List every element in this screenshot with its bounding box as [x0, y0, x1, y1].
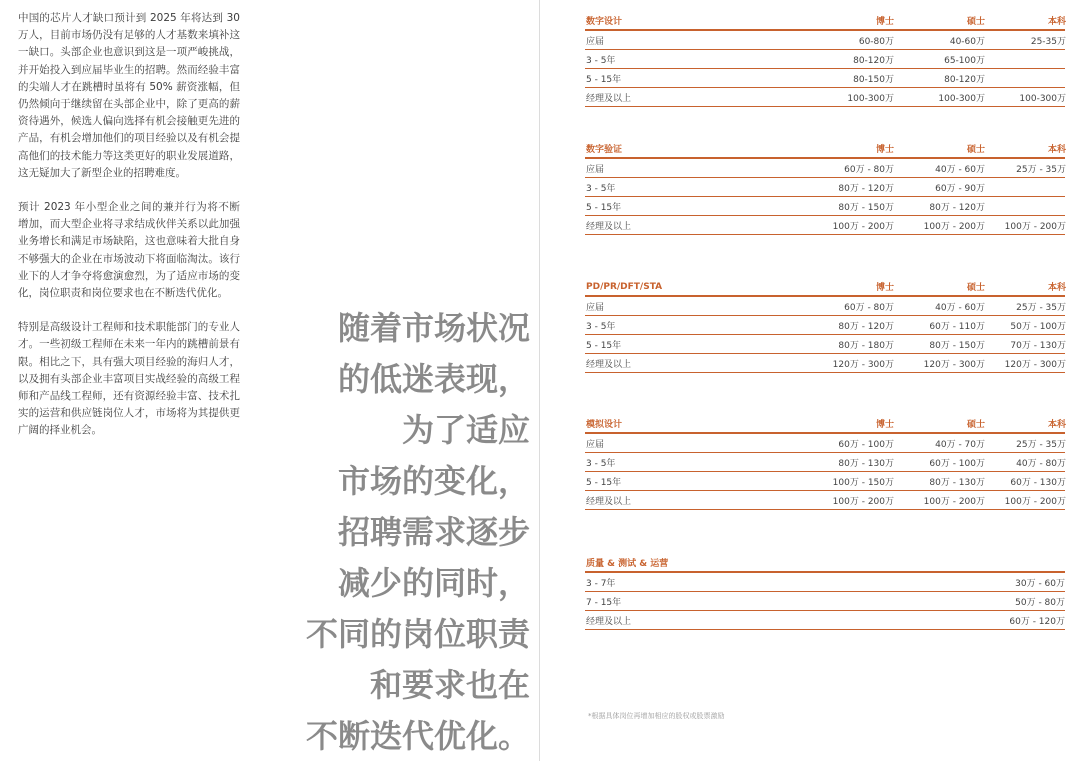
- cell-master: 80-120万: [944, 74, 985, 85]
- cell-phd: 100万 - 150万: [832, 477, 894, 488]
- cell-phd: 80-150万: [853, 74, 894, 85]
- cell-value: 60万 - 120万: [1009, 616, 1065, 627]
- table-title: 模拟设计: [586, 420, 623, 430]
- paragraph-1: 中国的芯片人才缺口预计到 2025 年将达到 30 万人，目前市场仍没有足够的人才基数来填补这一缺口。头部企业也意识到这是一项严峻挑战，并开始投入到应届毕业生的招聘。然而经验丰富的尖端人才在跳槽时虽将有 50% 薪资涨幅，但仍然倾向于继续留在头部企业中，除了更高的薪资待遇外，候选人偏向选择有机会接触更先进的产品，有机会增加他们的项目经验以及有机会提高他们的技术能力等这类更好的职业发展道路，这无疑加大了新型企业的招聘难度。: [18, 12, 240, 179]
- header-phd: 博士: [875, 145, 894, 155]
- cell-value: 30万 - 60万: [1015, 578, 1065, 589]
- table-row: [585, 88, 1065, 107]
- cell-phd: 60万 - 80万: [844, 164, 894, 175]
- row-label: 应届: [586, 439, 605, 450]
- row-label: 经理及以上: [586, 221, 632, 232]
- table-row: [585, 316, 1065, 335]
- pull-quote: [230, 303, 530, 762]
- cell-bachelor: 25万 - 35万: [1016, 439, 1066, 450]
- table-row: [585, 50, 1065, 69]
- quote-line: 减少的同时，: [337, 564, 530, 602]
- row-label: 3 - 5年: [586, 183, 616, 194]
- table-row: [585, 611, 1065, 630]
- table-row: [585, 491, 1065, 510]
- cell-phd: 100万 - 200万: [832, 221, 894, 232]
- table-header: [585, 140, 1065, 159]
- cell-master: 40-60万: [949, 36, 985, 47]
- cell-master: 60万 - 110万: [929, 321, 985, 332]
- cell-phd: 60万 - 100万: [838, 439, 894, 450]
- salary-table-digital-design: [585, 12, 1065, 107]
- row-label: 3 - 7年: [586, 578, 616, 589]
- salary-table-digital-verification: [585, 140, 1065, 235]
- table-row: [585, 69, 1065, 88]
- salary-table-analog: [585, 415, 1065, 510]
- cell-master: 100-300万: [938, 93, 985, 104]
- cell-phd: 80万 - 180万: [838, 340, 894, 351]
- header-master: 硕士: [966, 145, 985, 155]
- quote-line: 的低迷表现，: [337, 360, 530, 398]
- row-label: 经理及以上: [586, 93, 632, 104]
- table-row: [585, 453, 1065, 472]
- table-row: [585, 573, 1065, 592]
- cell-master: 60万 - 100万: [929, 458, 985, 469]
- cell-master: 60万 - 90万: [935, 183, 985, 194]
- row-label: 5 - 15年: [586, 477, 622, 488]
- table-title: 数字设计: [586, 17, 623, 27]
- body-text: [18, 10, 240, 457]
- cell-master: 40万 - 60万: [935, 164, 985, 175]
- paragraph-2: 预计 2023 年小型企业之间的兼并行为将不断增加，而大型企业将寻求结成伙伴关系以此加强业务增长和满足市场缺陷，这也意味着大批自身不够强大的企业在市场波动下将面临淘汰。该行业下的人才争夺将愈演愈烈，为了适应市场的变化，岗位职责和岗位要求也在不断迭代优化。: [18, 201, 240, 300]
- salary-table-pd: [585, 278, 1065, 373]
- row-label: 经理及以上: [586, 496, 632, 507]
- row-label: 5 - 15年: [586, 340, 622, 351]
- table-row: [585, 335, 1065, 354]
- table-row: [585, 216, 1065, 235]
- header-phd: 博士: [875, 283, 894, 293]
- table-row: [585, 178, 1065, 197]
- cell-phd: 120万 - 300万: [832, 359, 894, 370]
- header-master: 硕士: [966, 420, 985, 430]
- quote-line: 招聘需求逐步: [337, 513, 530, 551]
- cell-bachelor: 100-300万: [1019, 93, 1066, 104]
- cell-master: 40万 - 70万: [935, 439, 985, 450]
- table-title: PD/PR/DFT/STA: [586, 281, 663, 292]
- table-header: [585, 12, 1065, 31]
- table-title: 数字验证: [586, 145, 623, 155]
- cell-bachelor: 25万 - 35万: [1016, 302, 1066, 313]
- cell-master: 100万 - 200万: [923, 221, 985, 232]
- cell-phd: 80-120万: [853, 55, 894, 66]
- cell-master: 40万 - 60万: [935, 302, 985, 313]
- cell-bachelor: 60万 - 130万: [1010, 477, 1066, 488]
- table-row: [585, 197, 1065, 216]
- table-header: [585, 415, 1065, 434]
- quote-line: 不断迭代优化。: [305, 717, 530, 755]
- header-bachelor: 本科: [1047, 145, 1066, 155]
- table-row: [585, 159, 1065, 178]
- cell-master: 80万 - 120万: [929, 202, 985, 213]
- salary-table-quality: [585, 554, 1065, 630]
- table-row: [585, 31, 1065, 50]
- row-label: 7 - 15年: [586, 597, 622, 608]
- quote-line: 市场的变化，: [337, 462, 530, 500]
- cell-phd: 80万 - 120万: [838, 321, 894, 332]
- cell-master: 100万 - 200万: [923, 496, 985, 507]
- row-label: 3 - 5年: [586, 321, 616, 332]
- header-bachelor: 本科: [1047, 283, 1066, 293]
- cell-bachelor: 70万 - 130万: [1010, 340, 1066, 351]
- quote-line: 为了适应: [401, 411, 530, 449]
- right-page: [540, 0, 1080, 761]
- footnote: *根据具体岗位再增加相应的股权或股票激励: [588, 712, 725, 720]
- row-label: 经理及以上: [586, 359, 632, 370]
- row-label: 应届: [586, 36, 605, 47]
- table-header: [585, 278, 1065, 297]
- cell-phd: 80万 - 120万: [838, 183, 894, 194]
- cell-phd: 100-300万: [847, 93, 894, 104]
- table-row: [585, 592, 1065, 611]
- cell-master: 80万 - 150万: [929, 340, 985, 351]
- row-label: 应届: [586, 164, 605, 175]
- cell-bachelor: 100万 - 200万: [1004, 496, 1066, 507]
- header-bachelor: 本科: [1047, 420, 1066, 430]
- left-page: [0, 0, 540, 761]
- quote-line: 不同的岗位职责: [305, 615, 530, 653]
- cell-phd: 100万 - 200万: [832, 496, 894, 507]
- row-label: 经理及以上: [586, 616, 632, 627]
- row-label: 3 - 5年: [586, 458, 616, 469]
- table-row: [585, 434, 1065, 453]
- row-label: 5 - 15年: [586, 74, 622, 85]
- cell-master: 65-100万: [944, 55, 985, 66]
- table-row: [585, 297, 1065, 316]
- cell-bachelor: 50万 - 100万: [1010, 321, 1066, 332]
- table-title: 质量 & 测试 & 运营: [586, 559, 669, 569]
- quote-line: 和要求也在: [369, 666, 530, 704]
- header-master: 硕士: [966, 17, 985, 27]
- cell-master: 80万 - 130万: [929, 477, 985, 488]
- paragraph-3: 特别是高级设计工程师和技术职能部门的专业人才。一些初级工程师在未来一年内的跳槽前景有限。相比之下，具有强大项目经验的海归人才，以及拥有头部企业丰富项目实战经验的高级工程师和产品线工程师，还有资源经验丰富、技术扎实的运营和供应链岗位人才，市场将为其提供更广阔的择业机会。: [18, 321, 240, 437]
- cell-bachelor: 40万 - 80万: [1016, 458, 1066, 469]
- header-bachelor: 本科: [1047, 17, 1066, 27]
- cell-phd: 80万 - 130万: [838, 458, 894, 469]
- cell-bachelor: 25万 - 35万: [1016, 164, 1066, 175]
- cell-value: 50万 - 80万: [1015, 597, 1065, 608]
- row-label: 5 - 15年: [586, 202, 622, 213]
- row-label: 3 - 5年: [586, 55, 616, 66]
- header-phd: 博士: [875, 420, 894, 430]
- row-label: 应届: [586, 302, 605, 313]
- cell-bachelor: 25-35万: [1030, 36, 1066, 47]
- header-master: 硕士: [966, 283, 985, 293]
- cell-phd: 60-80万: [858, 36, 894, 47]
- quote-line: 随着市场状况: [337, 309, 530, 347]
- table-row: [585, 472, 1065, 491]
- cell-phd: 80万 - 150万: [838, 202, 894, 213]
- cell-phd: 60万 - 80万: [844, 302, 894, 313]
- table-row: [585, 354, 1065, 373]
- header-phd: 博士: [875, 17, 894, 27]
- cell-master: 120万 - 300万: [923, 359, 985, 370]
- cell-bachelor: 120万 - 300万: [1004, 359, 1066, 370]
- table-header: [585, 554, 1065, 573]
- cell-bachelor: 100万 - 200万: [1004, 221, 1066, 232]
